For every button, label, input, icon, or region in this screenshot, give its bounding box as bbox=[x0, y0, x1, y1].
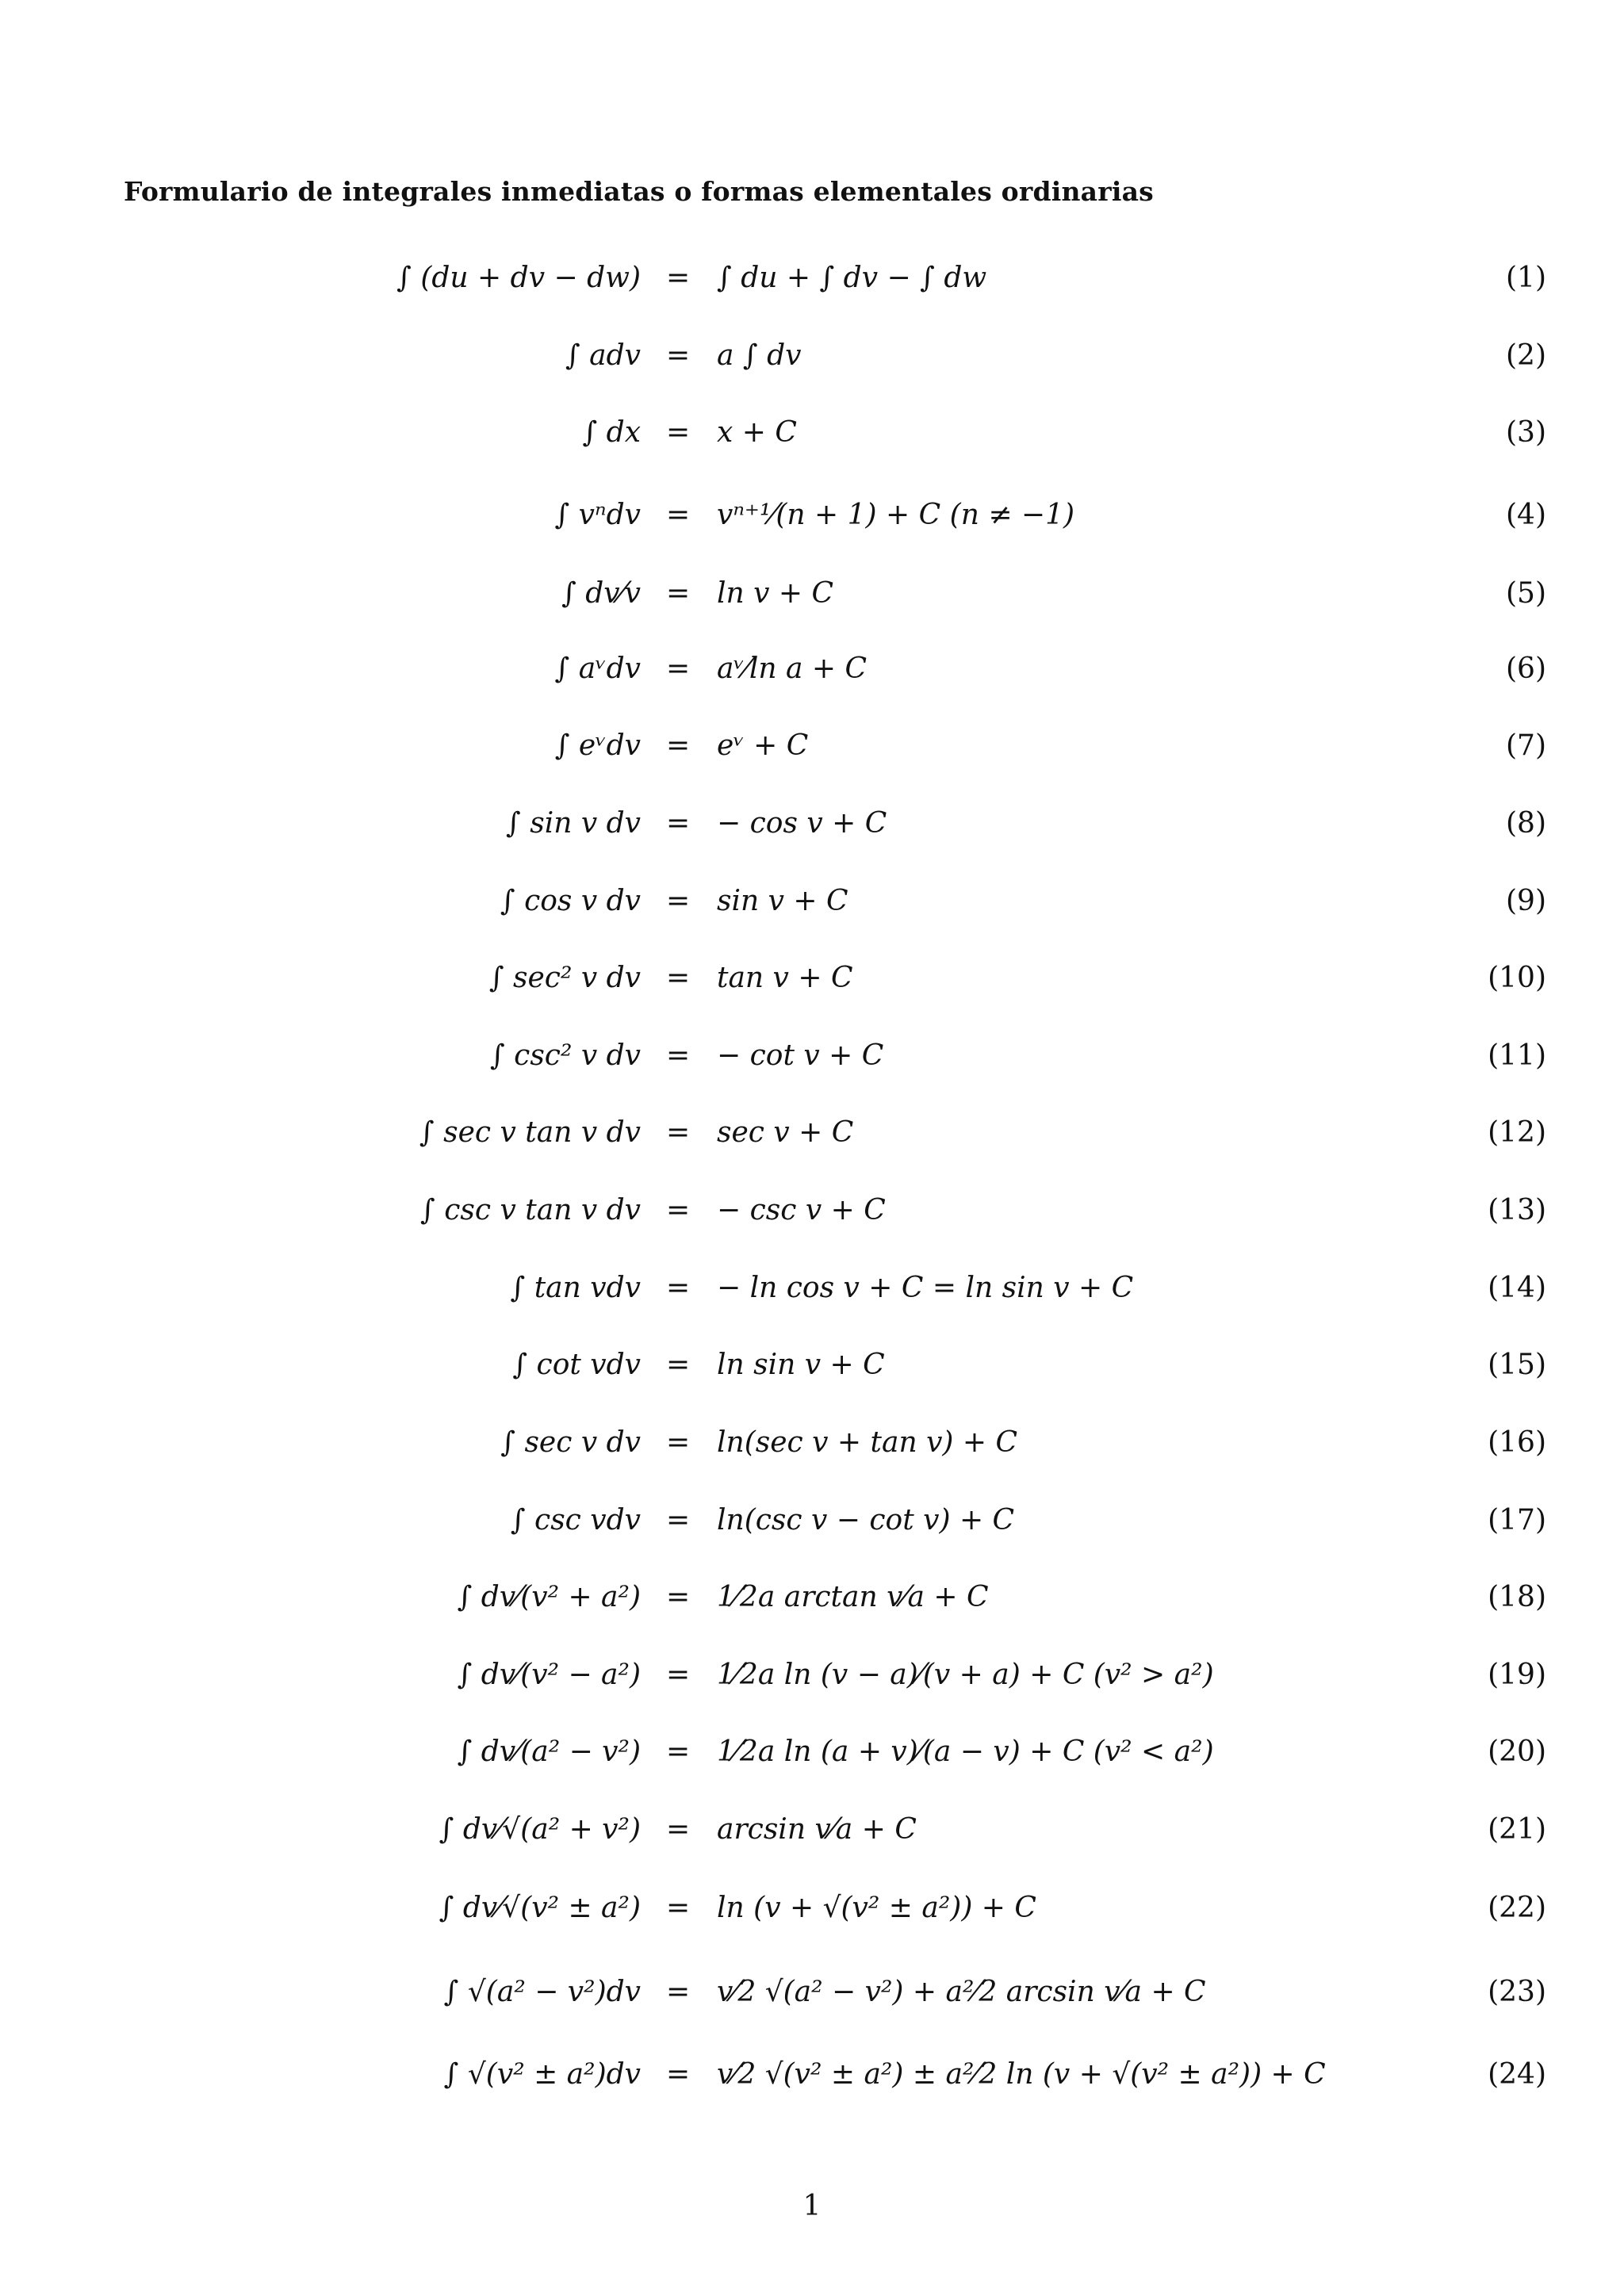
equation-rhs: − cos v + C bbox=[717, 806, 887, 840]
equals-sign: = bbox=[666, 1580, 691, 1613]
equation-number: (9) bbox=[1506, 884, 1546, 917]
equals-sign: = bbox=[666, 652, 691, 685]
equation-rhs: ∫ du + ∫ dv − ∫ dw bbox=[717, 261, 987, 294]
equation-lhs: ∫ √(a² − v²)dv bbox=[443, 1975, 641, 2008]
equation-lhs: ∫ adv bbox=[565, 339, 641, 372]
equation-rhs: − csc v + C bbox=[717, 1193, 886, 1226]
equation-lhs: ∫ aᵛdv bbox=[554, 652, 641, 685]
equals-sign: = bbox=[666, 1348, 691, 1381]
equation-lhs: ∫ dv⁄(a² − v²) bbox=[457, 1735, 641, 1768]
equals-sign: = bbox=[666, 1975, 691, 2008]
equation-number: (12) bbox=[1488, 1115, 1546, 1149]
equation-rhs: ln sin v + C bbox=[717, 1348, 885, 1381]
equation-rhs: sec v + C bbox=[717, 1115, 854, 1149]
equation-row bbox=[0, 317, 1624, 393]
equation-row bbox=[0, 555, 1624, 631]
page-number: 1 bbox=[802, 2190, 822, 2222]
equation-rhs: ln v + C bbox=[717, 576, 834, 610]
equals-sign: = bbox=[666, 415, 691, 449]
equation-row bbox=[0, 1094, 1624, 1170]
equation-lhs: ∫ dv⁄√(a² + v²) bbox=[439, 1812, 641, 1846]
equation-rhs: ln(sec v + tan v) + C bbox=[717, 1425, 1018, 1459]
equals-sign: = bbox=[666, 1503, 691, 1536]
equation-rhs: tan v + C bbox=[717, 961, 853, 994]
equation-rhs: v⁄2 √(a² − v²) + a²⁄2 arcsin v⁄a + C bbox=[717, 1975, 1206, 2008]
equation-lhs: ∫ sec² v dv bbox=[488, 961, 641, 994]
equation-rhs: 1⁄2a ln (a + v)⁄(a − v) + C (v² < a²) bbox=[717, 1735, 1214, 1768]
equation-number: (19) bbox=[1488, 1658, 1546, 1691]
equation-lhs: ∫ dv⁄v bbox=[561, 576, 641, 610]
equals-sign: = bbox=[666, 1735, 691, 1768]
equation-row bbox=[0, 1326, 1624, 1402]
equation-lhs: ∫ csc vdv bbox=[510, 1503, 641, 1536]
equals-sign: = bbox=[666, 261, 691, 294]
equation-number: (22) bbox=[1488, 1891, 1546, 1924]
equation-row bbox=[0, 1636, 1624, 1712]
equation-lhs: ∫ sec v dv bbox=[500, 1425, 641, 1459]
equals-sign: = bbox=[666, 1271, 691, 1304]
equation-row bbox=[0, 785, 1624, 861]
equation-number: (11) bbox=[1488, 1039, 1546, 1072]
equation-number: (21) bbox=[1488, 1812, 1546, 1846]
equation-rhs: eᵛ + C bbox=[717, 729, 809, 762]
equation-number: (2) bbox=[1506, 339, 1546, 372]
equation-row bbox=[0, 1713, 1624, 1789]
equals-sign: = bbox=[666, 884, 691, 917]
equation-number: (1) bbox=[1506, 261, 1546, 294]
equation-rhs: − cot v + C bbox=[717, 1039, 884, 1072]
equation-lhs: ∫ vⁿdv bbox=[554, 498, 641, 531]
equation-row bbox=[0, 630, 1624, 706]
equation-rhs: ln (v + √(v² ± a²)) + C bbox=[717, 1891, 1036, 1924]
equation-rhs: sin v + C bbox=[717, 884, 848, 917]
equation-number: (16) bbox=[1488, 1425, 1546, 1459]
equation-lhs: ∫ dv⁄(v² + a²) bbox=[457, 1580, 641, 1613]
page-title: Formulario de integrales inmediatas o formas elementales ordinarias bbox=[124, 176, 1154, 207]
equation-rhs: a ∫ dv bbox=[717, 339, 802, 372]
equation-row bbox=[0, 1404, 1624, 1480]
equation-lhs: ∫ cos v dv bbox=[500, 884, 641, 917]
equation-rhs: x + C bbox=[717, 415, 797, 449]
equation-row bbox=[0, 1482, 1624, 1558]
equation-number: (10) bbox=[1488, 961, 1546, 994]
equation-lhs: ∫ dv⁄√(v² ± a²) bbox=[439, 1891, 641, 1924]
equation-number: (6) bbox=[1506, 652, 1546, 685]
equation-row bbox=[0, 1249, 1624, 1326]
equation-lhs: ∫ √(v² ± a²)dv bbox=[443, 2057, 641, 2091]
equation-lhs: ∫ cot vdv bbox=[512, 1348, 641, 1381]
equation-number: (8) bbox=[1506, 806, 1546, 840]
equation-number: (5) bbox=[1506, 576, 1546, 610]
equals-sign: = bbox=[666, 961, 691, 994]
equals-sign: = bbox=[666, 806, 691, 840]
equation-rhs: 1⁄2a arctan v⁄a + C bbox=[717, 1580, 989, 1613]
equation-number: (24) bbox=[1488, 2057, 1546, 2091]
equation-row bbox=[0, 707, 1624, 783]
equation-number: (3) bbox=[1506, 415, 1546, 449]
equals-sign: = bbox=[666, 2057, 691, 2091]
equation-lhs: ∫ dx bbox=[582, 415, 641, 449]
equation-rhs: − ln cos v + C = ln sin v + C bbox=[717, 1271, 1134, 1304]
equals-sign: = bbox=[666, 1658, 691, 1691]
equation-lhs: ∫ dv⁄(v² − a²) bbox=[457, 1658, 641, 1691]
equation-rhs: ln(csc v − cot v) + C bbox=[717, 1503, 1015, 1536]
equation-number: (4) bbox=[1506, 498, 1546, 531]
equals-sign: = bbox=[666, 1891, 691, 1924]
equation-number: (20) bbox=[1488, 1735, 1546, 1768]
equation-lhs: ∫ (du + dv − dw) bbox=[396, 261, 641, 294]
equation-rhs: arcsin v⁄a + C bbox=[717, 1812, 917, 1846]
equation-rhs: v⁄2 √(v² ± a²) ± a²⁄2 ln (v + √(v² ± a²)) + C bbox=[717, 2057, 1326, 2091]
equation-rhs: aᵛ⁄ln a + C bbox=[717, 652, 868, 685]
equation-row bbox=[0, 394, 1624, 470]
equation-row bbox=[0, 863, 1624, 939]
equation-row bbox=[0, 1954, 1624, 2030]
equation-lhs: ∫ sec v tan v dv bbox=[419, 1115, 641, 1149]
equation-number: (23) bbox=[1488, 1975, 1546, 2008]
equation-lhs: ∫ sin v dv bbox=[506, 806, 641, 840]
equation-row bbox=[0, 939, 1624, 1016]
equation-lhs: ∫ tan vdv bbox=[510, 1271, 641, 1304]
equation-row bbox=[0, 239, 1624, 316]
equation-row bbox=[0, 2036, 1624, 2112]
equals-sign: = bbox=[666, 1039, 691, 1072]
equation-row bbox=[0, 1869, 1624, 1946]
equation-number: (13) bbox=[1488, 1193, 1546, 1226]
equation-number: (14) bbox=[1488, 1271, 1546, 1304]
equation-row bbox=[0, 1172, 1624, 1248]
equation-lhs: ∫ csc v tan v dv bbox=[420, 1193, 641, 1226]
equation-row bbox=[0, 1559, 1624, 1635]
equation-rhs: vⁿ⁺¹⁄(n + 1) + C (n ≠ −1) bbox=[717, 498, 1075, 531]
equals-sign: = bbox=[666, 498, 691, 531]
equation-row bbox=[0, 1791, 1624, 1867]
equation-number: (15) bbox=[1488, 1348, 1546, 1381]
equation-row bbox=[0, 476, 1624, 553]
equals-sign: = bbox=[666, 1425, 691, 1459]
equals-sign: = bbox=[666, 729, 691, 762]
equals-sign: = bbox=[666, 576, 691, 610]
equals-sign: = bbox=[666, 1812, 691, 1846]
equals-sign: = bbox=[666, 1193, 691, 1226]
equals-sign: = bbox=[666, 339, 691, 372]
equation-rhs: 1⁄2a ln (v − a)⁄(v + a) + C (v² > a²) bbox=[717, 1658, 1214, 1691]
equation-row bbox=[0, 1017, 1624, 1093]
equation-lhs: ∫ csc² v dv bbox=[489, 1039, 641, 1072]
equation-number: (7) bbox=[1506, 729, 1546, 762]
equation-number: (17) bbox=[1488, 1503, 1546, 1536]
equation-number: (18) bbox=[1488, 1580, 1546, 1613]
equals-sign: = bbox=[666, 1115, 691, 1149]
equation-lhs: ∫ eᵛdv bbox=[554, 729, 641, 762]
